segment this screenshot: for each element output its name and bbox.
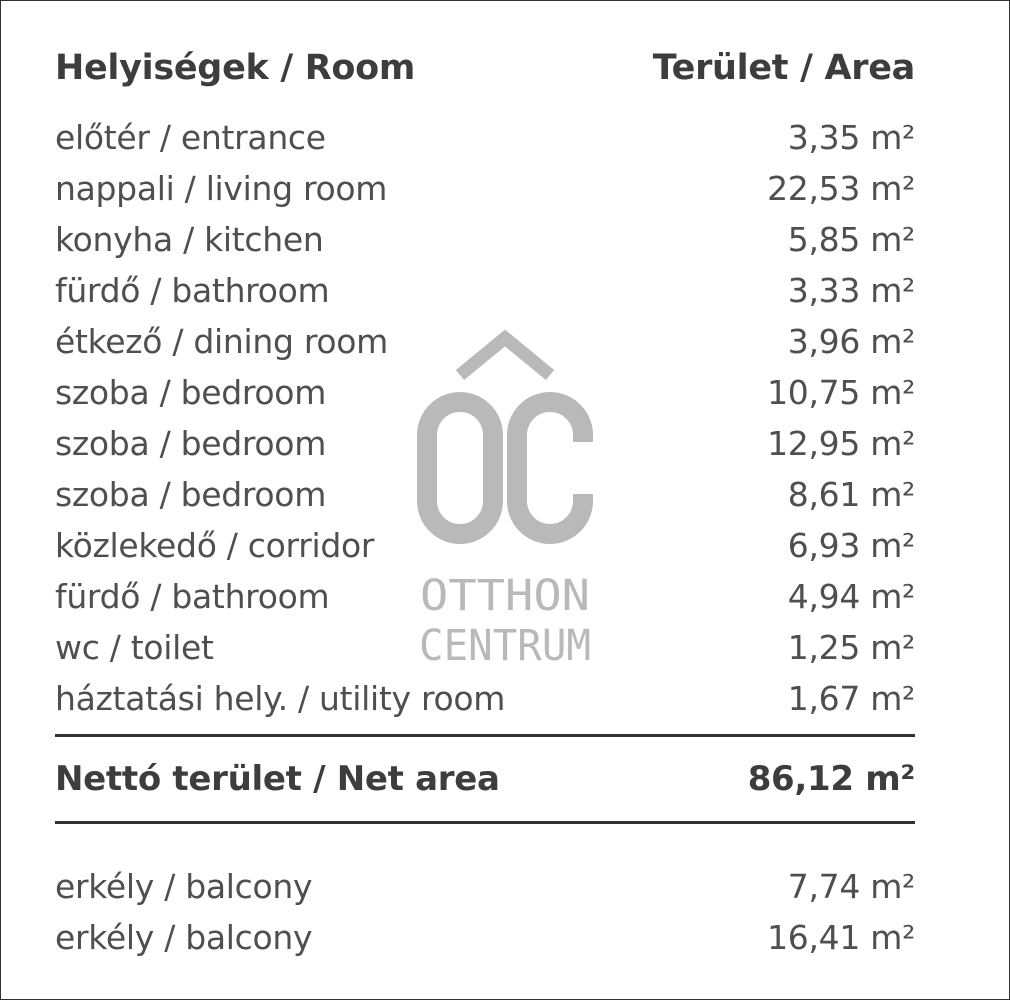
balcony-name: erkély / balcony [55,867,313,906]
room-area: 4,94 m² [787,577,915,616]
table-row [55,571,915,622]
watermark-text-line2: CENTRUM [419,621,591,670]
table-row [55,367,915,418]
balcony-area: 16,41 m² [767,918,915,957]
table-row [55,265,915,316]
room-name: fürdő / bathroom [55,271,330,310]
balcony-list [55,861,915,963]
table-row [55,622,915,673]
room-name: háztatási hely. / utility room [55,679,506,718]
room-name: szoba / bedroom [55,373,327,412]
room-name: közlekedő / corridor [55,526,375,565]
room-column-header: Helyiségek / Room [55,48,416,88]
area-column-header: Terület / Area [652,48,915,88]
balcony-area: 7,74 m² [787,867,915,906]
room-name: szoba / bedroom [55,475,327,514]
table-row [55,163,915,214]
room-name: nappali / living room [55,169,388,208]
net-area-label: Nettó terület / Net area [55,759,500,799]
room-name: szoba / bedroom [55,424,327,463]
room-area: 1,67 m² [787,679,915,718]
room-area: 3,35 m² [787,118,915,157]
room-area: 10,75 m² [767,373,915,412]
room-name: étkező / dining room [55,322,389,361]
table-row [55,861,915,912]
table-row [55,112,915,163]
net-area-row [55,737,915,821]
table-row [55,673,915,724]
room-name: konyha / kitchen [55,220,324,259]
table-row [55,912,915,963]
room-area: 3,96 m² [787,322,915,361]
room-name: fürdő / bathroom [55,577,330,616]
table-row [55,469,915,520]
area-table [55,40,915,963]
table-row [55,214,915,265]
room-name: wc / toilet [55,628,214,667]
table-header [55,40,915,96]
room-area: 12,95 m² [767,424,915,463]
room-list [55,112,915,724]
room-area: 5,85 m² [787,220,915,259]
net-area-value: 86,12 m² [747,759,915,799]
room-area: 8,61 m² [787,475,915,514]
watermark-text-line1: OTTHON [420,571,590,621]
total-bottom-divider [55,821,915,824]
table-row [55,418,915,469]
room-name: előtér / entrance [55,118,326,157]
table-row [55,316,915,367]
room-area: 6,93 m² [787,526,915,565]
room-area: 1,25 m² [787,628,915,667]
room-area: 3,33 m² [787,271,915,310]
room-area: 22,53 m² [767,169,915,208]
table-row [55,520,915,571]
balcony-name: erkély / balcony [55,918,313,957]
